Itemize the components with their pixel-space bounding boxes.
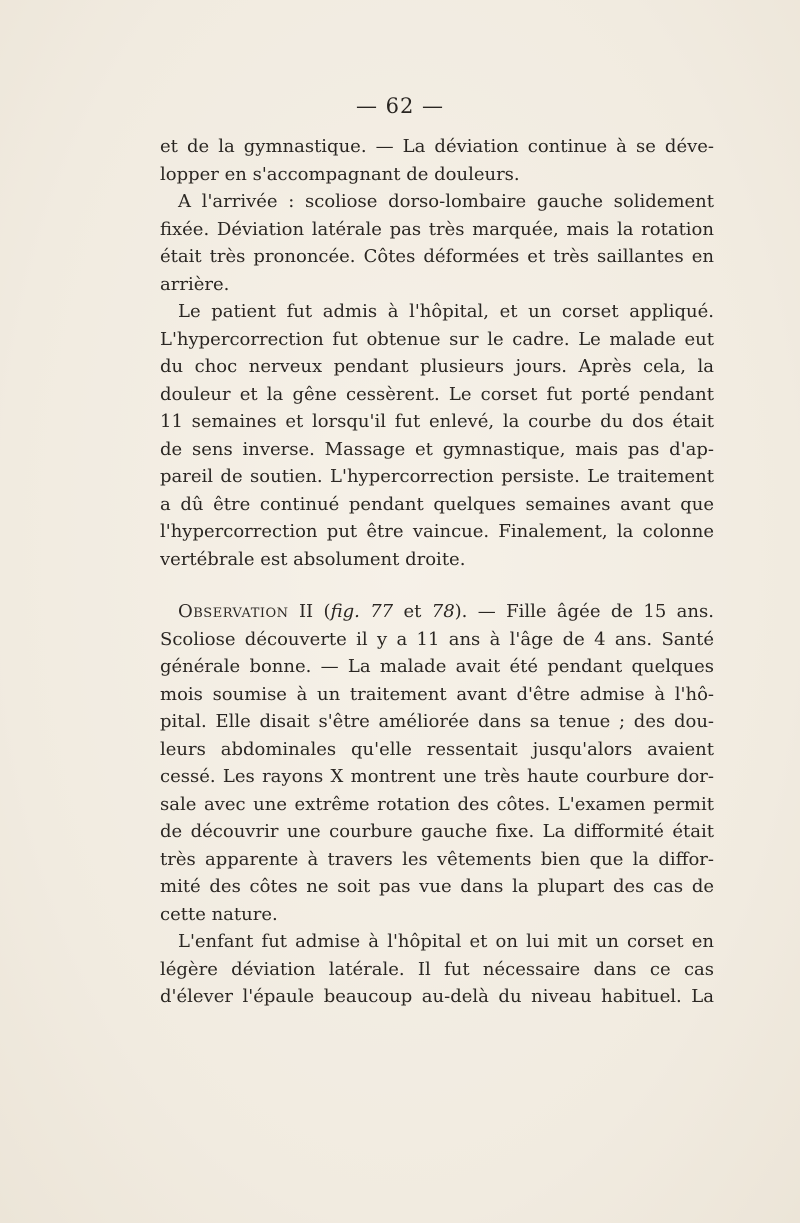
fig-close: ). [454, 601, 468, 622]
text-line: légère déviation latérale. Il fut nécessaire dans ce cas [160, 958, 714, 980]
text-line: pareil de soutien. L'hypercorrection persiste. Le traitement [160, 466, 714, 487]
paragraph-gap [160, 573, 714, 598]
fig-open: ( [323, 601, 331, 622]
text-line: L'hypercorrection fut obtenue sur le cadre. Le malade eut [160, 328, 714, 350]
fig-conjunction: et [393, 601, 432, 622]
text-line: de découvrir une courbure gauche fixe. La difformité était [160, 821, 714, 842]
text-line: du choc nerveux pendant plusieurs jours. Après cela, la [160, 356, 714, 377]
text-line: L'enfant fut admise à l'hôpital et on lui mit un corset en [178, 931, 714, 952]
figure-reference-2: 78 [431, 601, 455, 622]
text-line: douleur et la gêne cessèrent. Le corset fut porté pendant [160, 383, 714, 405]
text-line: et de la gymnastique. — La déviation continue à se déve- [160, 136, 714, 157]
observation-label: Observation [178, 601, 289, 622]
observation-heading-line [160, 598, 714, 626]
text-line: l'hypercorrection put être vaincue. Finalement, la colonne [160, 521, 714, 542]
text-line: cette nature. [160, 903, 278, 925]
text-line: était très prononcée. Côtes déformées et très saillantes en [160, 246, 714, 267]
text-line: leurs abdominales qu'elle ressentait jusqu'alors avaient [160, 738, 714, 760]
text-line: arrière. [160, 273, 230, 295]
text-line: fixée. Déviation latérale pas très marquée, mais la rotation [160, 218, 714, 240]
text-line: mité des côtes ne soit pas vue dans la plupart des cas de [160, 876, 714, 897]
text-line: vertébrale est absolument droite. [160, 548, 466, 570]
text-line: pital. Elle disait s'être améliorée dans sa tenue ; des dou- [160, 711, 714, 732]
text-line: A l'arrivée : scoliose dorso-lombaire gauche solidement [178, 191, 714, 212]
figure-reference: fig. 77 [330, 601, 394, 622]
text-line: sale avec une extrême rotation des côtes. L'examen permit [160, 793, 714, 815]
page-body [160, 133, 714, 1011]
observation-lead: — Fille âgée de 15 ans. [467, 601, 714, 622]
text-line: mois soumise à un traitement avant d'être admise à l'hô- [160, 683, 714, 705]
text-line: a dû être continué pendant quelques semaines avant que [160, 493, 714, 515]
text-line: Scoliose découverte il y a 11 ans à l'âge de 4 ans. Santé [160, 628, 714, 650]
text-line: de sens inverse. Massage et gymnastique, mais pas d'ap- [160, 438, 714, 460]
text-line: 11 semaines et lorsqu'il fut enlevé, la courbe du dos était [160, 411, 714, 432]
text-line: d'élever l'épaule beaucoup au-delà du niveau habituel. La [160, 986, 714, 1007]
observation-numeral: II [298, 601, 314, 622]
text-line: lopper en s'accompagnant de douleurs. [160, 163, 520, 185]
page-number: — 62 — [355, 94, 445, 118]
text-line: très apparente à travers les vêtements bien que la diffor- [160, 848, 714, 870]
text-line: Le patient fut admis à l'hôpital, et un corset appliqué. [178, 301, 714, 322]
text-line: cessé. Les rayons X montrent une très haute courbure dor- [160, 766, 714, 787]
text-line: générale bonne. — La malade avait été pendant quelques [160, 656, 714, 677]
